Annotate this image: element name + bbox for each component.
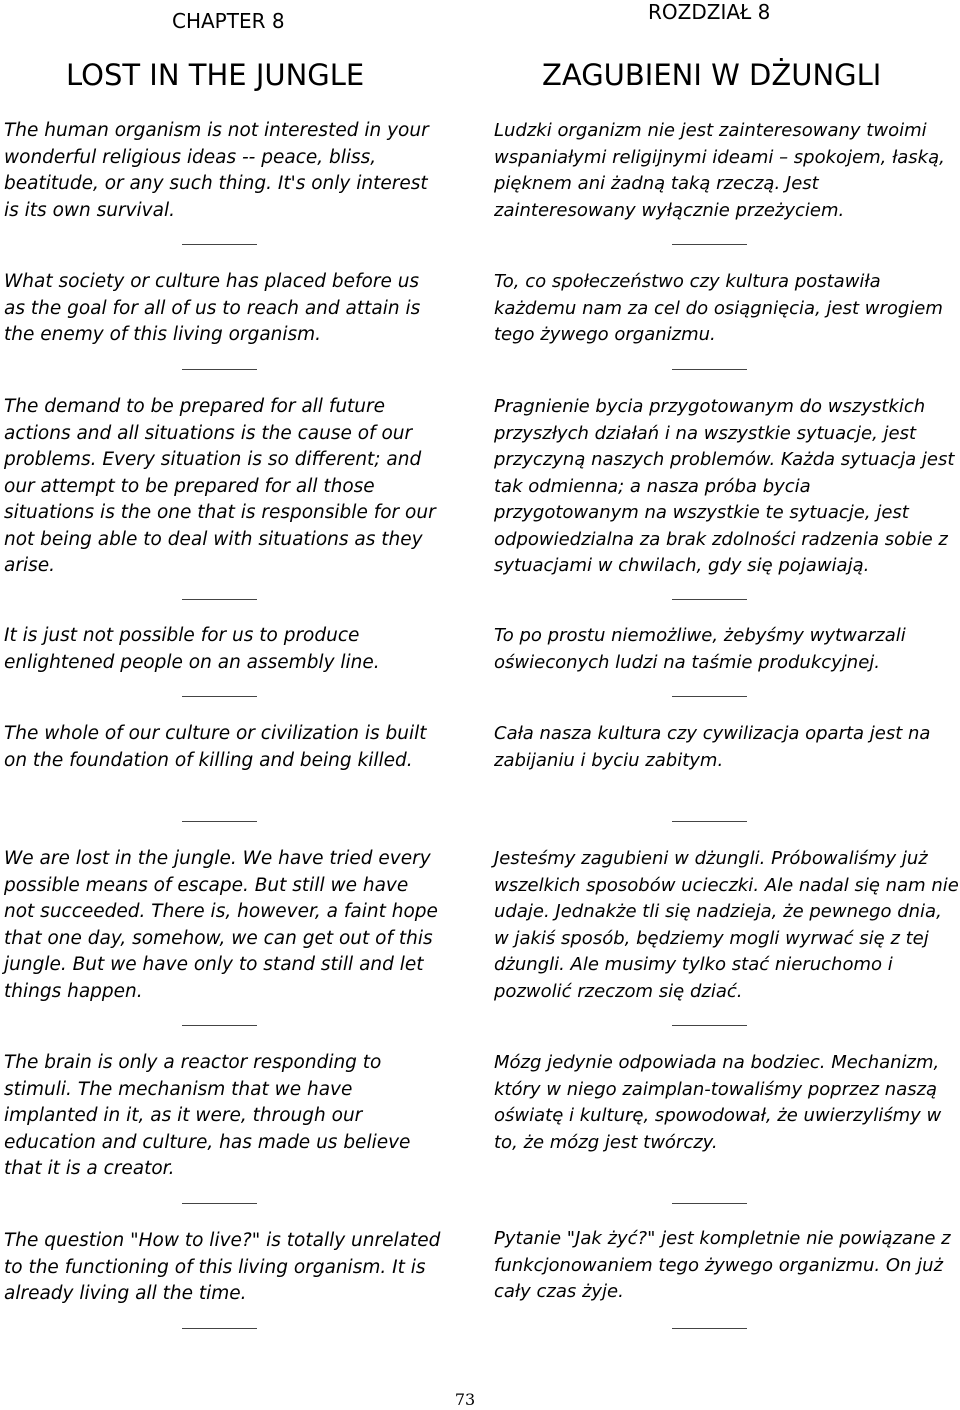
separator-rule — [672, 696, 747, 697]
paragraph: Cała nasza kultura czy cywilizacja oparta jest na zabijaniu i byciu zabitym. — [494, 723, 931, 771]
page-number: 73 — [454, 1390, 476, 1409]
paragraph: Pragnienie bycia przygotowanym do wszystkich przyszłych działań i na wszystkie sytuacje, jest przyczyną naszych problemów. Każda sytuacja jest tak odmienna; a nasza próba bycia przygotowanym na wszystkie te sytuacje, jest odpowiedzialna za brak zdolności radzenia sobie z sytuacjami w chwilach, gdy się pojawiają. — [494, 396, 955, 576]
separator-rule — [182, 244, 257, 245]
paragraph: To, co społeczeństwo czy kultura postawiła każdemu nam za cel do osiągnięcia, jest wrogiem tego żywego organizmu. — [494, 271, 943, 345]
paragraph: The human organism is not interested in your wonderful religious ideas -- peace, bliss, beatitude, or any such thing. It's only interest is its own survival. — [4, 120, 429, 221]
paragraph: The whole of our culture or civilization is built on the foundation of killing and being killed. — [4, 723, 427, 771]
paragraph: Pytanie "Jak żyć?" jest kompletnie nie powiązane z funkcjonowaniem tego żywego organizmu. On już cały czas żyje. — [494, 1228, 951, 1302]
paragraph: Ludzki organizm nie jest zainteresowany twoimi wspaniałymi religijnymi ideami – spokojem, łaską, pięknem ani żadną taką rzeczą. Jest zainteresowany wyłącznie przeżyciem. — [494, 120, 945, 221]
separator-rule — [672, 599, 747, 600]
paragraph: We are lost in the jungle. We have tried every possible means of escape. But still we have not succeeded. There is, however, a faint hope that one day, somehow, we can get out of this jungle. But we have only to stand still and let things happen. — [4, 848, 438, 1002]
paragraph: The demand to be prepared for all future actions and all situations is the cause of our problems. Every situation is so different; and our attempt to be prepared for all those situations is the one that is responsible for our not being able to deal with situations as they arise. — [4, 396, 436, 576]
paragraph: Mózg jedynie odpowiada na bodziec. Mechanizm, który w niego zaimplan-towaliśmy poprzez naszą oświatę i kulturę, spowodował, że uwierzyliśmy w to, że mózg jest twórczy. — [494, 1052, 942, 1153]
separator-rule — [182, 1328, 257, 1329]
separator-rule — [672, 244, 747, 245]
separator-rule — [182, 696, 257, 697]
paragraph: It is just not possible for us to produce enlightened people on an assembly line. — [4, 625, 380, 673]
paragraph: The question "How to live?" is totally unrelated to the functioning of this living organism. It is already living all the time. — [4, 1230, 441, 1304]
paragraph: Jesteśmy zagubieni w dżungli. Próbowaliśmy już wszelkich sposobów ucieczki. Ale nadal się nam nie udaje. Jednakże tli się nadzieja, że pewnego dnia, w jakiś sposób, będziemy mogli wyrwać się z tej dżungli. Ale musimy tylko stać nieruchomo i pozwolić rzeczom się dziać. — [494, 848, 959, 1002]
paragraph: To po prostu niemożliwe, żebyśmy wytwarzali oświeconych ludzi na taśmie produkcyjnej. — [494, 625, 906, 673]
chapter-heading: CHAPTER 8 — [172, 9, 285, 33]
separator-rule — [672, 1025, 747, 1026]
separator-rule — [182, 821, 257, 822]
separator-rule — [672, 821, 747, 822]
separator-rule — [182, 1203, 257, 1204]
paragraph: The brain is only a reactor responding to stimuli. The mechanism that we have implanted in it, as it were, through our education and culture, has made us believe that it is a creator. — [4, 1052, 411, 1179]
chapter-title: ZAGUBIENI W DŻUNGLI — [542, 58, 882, 92]
paragraph: What society or culture has placed before us as the goal for all of us to reach and attain is the enemy of this living organism. — [4, 271, 421, 345]
separator-rule — [182, 1025, 257, 1026]
separator-rule — [182, 369, 257, 370]
separator-rule — [672, 1203, 747, 1204]
separator-rule — [672, 1328, 747, 1329]
chapter-title: LOST IN THE JUNGLE — [66, 58, 365, 92]
separator-rule — [672, 369, 747, 370]
chapter-heading: ROZDZIAŁ 8 — [648, 0, 771, 24]
separator-rule — [182, 599, 257, 600]
